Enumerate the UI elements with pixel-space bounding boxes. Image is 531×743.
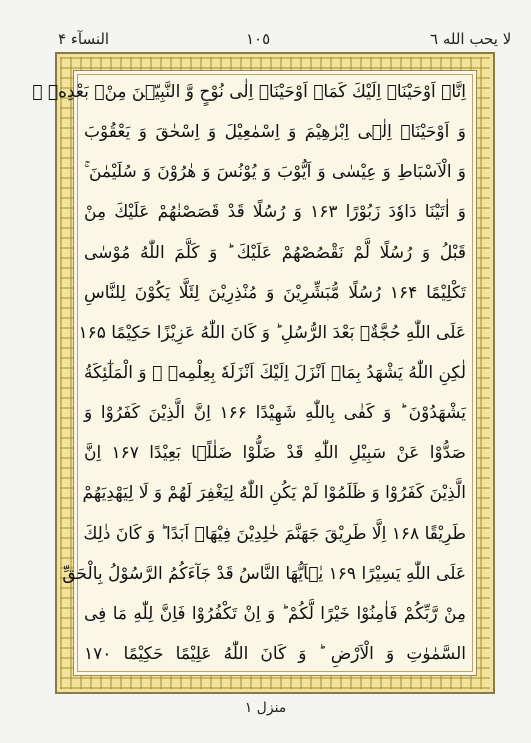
verse-line: وَ الْاَسْبَاطِ وَ عِیْسٰی وَ اَیُّوْبَ وَ یُوْنُسَ وَ هٰرُوْنَ وَ سُلَیْمٰنَ ۚ xyxy=(84,162,466,183)
verse-line: لٰكِنِ اللّٰهُ یَشْهَدُ بِمَاۤ اَنْزَلَ اِلَیْكَ اَنْزَلَهٗ بِعِلْمِهٖ ۚ وَ الْمَلٰٓئِكَةُ xyxy=(84,362,466,383)
verse-line: طَرِیْقًا ۱۶۸ اِلَّا طَرِیْقَ جَهَنَّمَ خٰلِدِیْنَ فِیْهَاۤ اَبَدًا ؕ وَ كَانَ ذٰلِكَ xyxy=(83,523,466,544)
verse-line: وَ اَوْحَیْنَاۤ اِلٰۤی اِبْرٰهِیْمَ وَ اِسْمٰعِیْلَ وَ اِسْحٰقَ وَ یَعْقُوْبَ xyxy=(84,122,466,143)
verse-line: عَلَی اللّٰهِ یَسِیْرًا ۱۶۹ یٰۤاَیُّهَا النَّاسُ قَدْ جَآءَكُمُ الرَّسُوْلُ بِالْحَقِّ xyxy=(62,563,466,584)
verse-line: مِنْ رَّبِّكُمْ فَاٰمِنُوْا خَیْرًا لَّكُمْ ؕ وَ اِنْ تَكْفُرُوْا فَاِنَّ لِلّٰهِ مَا فِی xyxy=(84,603,466,624)
verse-line: قَبْلُ وَ رُسُلًا لَّمْ نَقْصُصْهُمْ عَلَیْكَ ؕ وَ كَلَّمَ اللّٰهُ مُوْسٰی xyxy=(84,242,466,263)
page-number: ١٠٥ xyxy=(246,30,271,48)
verse-line: السَّمٰوٰتِ وَ الْاَرْضِ ؕ وَ كَانَ اللّٰهُ عَلِیْمًا حَكِیْمًا ۱۷۰ xyxy=(84,643,466,664)
text-panel xyxy=(32,70,477,676)
verse-lines xyxy=(32,77,466,669)
verse-line: تَكْلِیْمًا ۱۶۴ رُسُلًا مُّبَشِّرِیْنَ وَ مُنْذِرِیْنَ لِئَلَّا یَكُوْنَ لِلنَّاسِ xyxy=(84,282,466,303)
manzil-label: منزل ۱ xyxy=(244,700,287,716)
page-header xyxy=(0,0,531,58)
verse-line: صَدُّوْا عَنْ سَبِیْلِ اللّٰهِ قَدْ ضَلُّوْا ضَلٰلًۢا بَعِیْدًا ۱۶۷ اِنَّ xyxy=(84,443,466,464)
verse-line: وَ اٰتَیْنَا دَاوٗدَ زَبُوْرًا ۱۶۳ وَ رُسُلًا قَدْ قَصَصْنٰهُمْ عَلَیْكَ مِنْ xyxy=(84,202,466,223)
verse-line: عَلَی اللّٰهِ حُجَّةٌۢ بَعْدَ الرُّسُلِ ؕ وَ كَانَ اللّٰهُ عَزِیْزًا حَكِیْمًا ۱۶۵ xyxy=(78,322,466,343)
verse-line: اِنَّاۤ اَوْحَیْنَاۤ اِلَیْكَ كَمَاۤ اَوْحَیْنَاۤ اِلٰی نُوْحٍ وَّ النَّبِیّٖنَ مِنْۢ بَعْدِهٖ ۚ xyxy=(32,82,466,102)
verse-line: یَشْهَدُوْنَ ؕ وَ كَفٰی بِاللّٰهِ شَهِیْدًا ۱۶۶ اِنَّ الَّذِیْنَ كَفَرُوْا وَ xyxy=(84,403,466,424)
ornamental-frame xyxy=(32,52,495,694)
juz-name: لا يحب الله ٦ xyxy=(430,30,512,48)
verse-line: الَّذِیْنَ كَفَرُوْا وَ ظَلَمُوْا لَمْ یَكُنِ اللّٰهُ لِیَغْفِرَ لَهُمْ وَ لَا لِیَهْدِیَهُمْ xyxy=(82,483,466,504)
surah-name: النسآء ۴ xyxy=(58,30,110,48)
